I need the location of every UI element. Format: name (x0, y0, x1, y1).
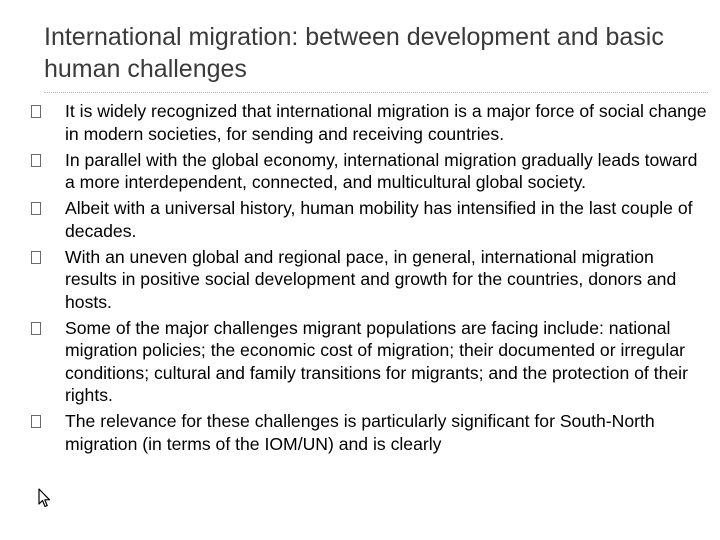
bullet-text: The relevance for these challenges is particularly significant for South-North migration (in terms of the IOM/UN) and is clearly (65, 411, 655, 454)
bullet-item (28, 317, 708, 407)
square-bullet-icon (31, 415, 41, 428)
bullet-item (28, 246, 708, 314)
bullet-text: In parallel with the global economy, international migration gradually leads toward a more interdependent, connected, and multicultural global society. (65, 149, 698, 192)
bullet-item (28, 149, 708, 194)
bullet-item (28, 100, 708, 145)
bullet-item (28, 410, 708, 455)
bullet-text: It is widely recognized that international migration is a major force of social change in modern societies, for sending and receiving countries. (65, 101, 707, 144)
square-bullet-icon (31, 154, 41, 167)
square-bullet-icon (31, 251, 41, 264)
bullet-text: Albeit with a universal history, human mobility has intensified in the last couple of decades. (65, 198, 693, 241)
mouse-pointer-icon (38, 488, 52, 508)
square-bullet-icon (31, 202, 41, 215)
bullet-item (28, 197, 708, 242)
bullet-text: Some of the major challenges migrant populations are facing include: national migration policies; the economic cost of migration; their documented or irregular conditions; cultural and family transitions for migrants; and the protection of their rights. (65, 317, 688, 405)
bullet-list (28, 100, 708, 459)
bullet-text: With an uneven global and regional pace, in general, international migration results in positive social development and growth for the countries, donors and hosts. (65, 246, 677, 312)
slide-title: International migration: between development and basic human challenges (44, 23, 664, 83)
title-divider (44, 92, 708, 93)
square-bullet-icon (31, 322, 41, 335)
square-bullet-icon (31, 105, 41, 118)
